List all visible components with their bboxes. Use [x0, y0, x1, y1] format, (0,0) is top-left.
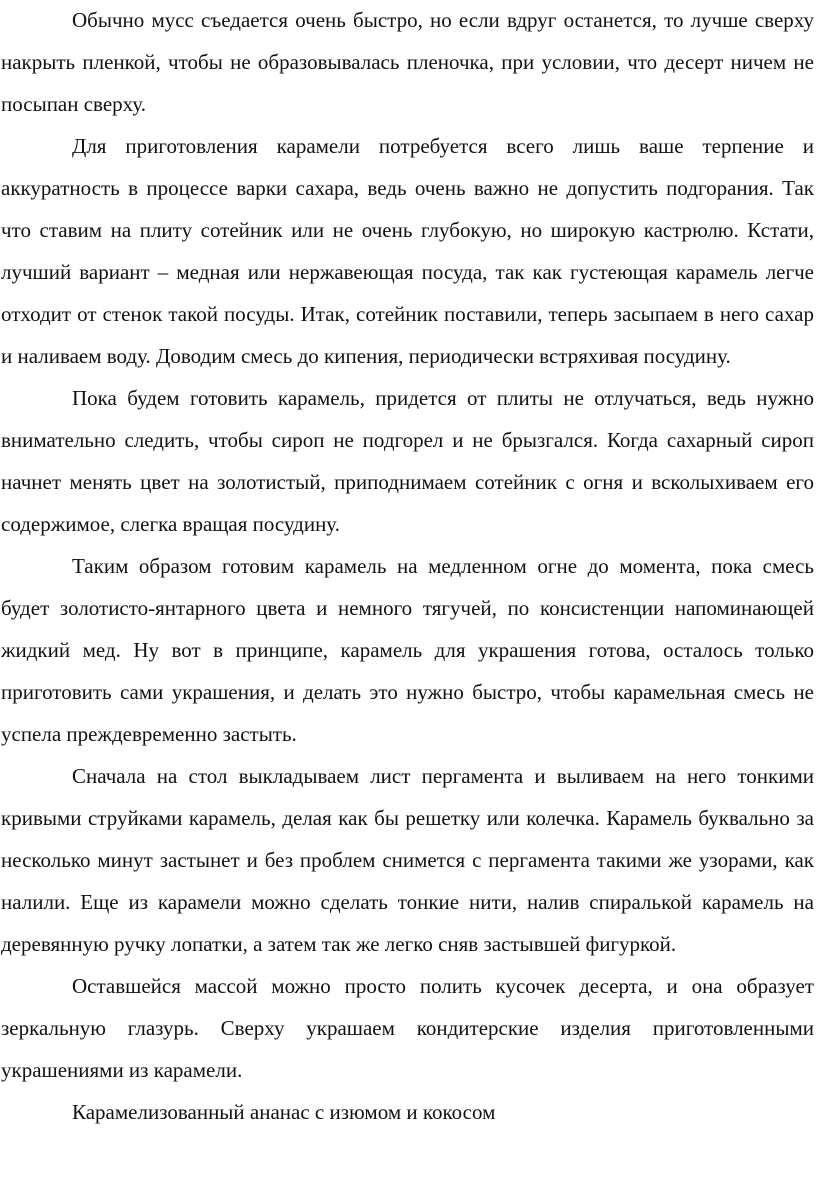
paragraph-caramel-decorations: Сначала на стол выкладываем лист пергамента и выливаем на него тонкими кривыми струйками карамель, делая как бы решетку или колечка. Карамель буквально за несколько минут застынет и без проблем снимется с пергамента такими же узорами, как налили. Еще из карамели можно сделать тонкие нити, налив спиралькой карамель на деревянную ручку лопатки, а затем так же легко сняв застывшей фигуркой.	[1, 764, 814, 956]
recipe-heading: Карамелизованный ананас с изюмом и кокосом	[72, 1100, 496, 1124]
paragraph-caramel-consistency: Таким образом готовим карамель на медленном огне до момента, пока смесь будет золотисто-янтарного цвета и немного тягучей, по консистенции напоминающей жидкий мед. Ну вот в принципе, карамель для украшения готова, осталось только приготовить сами украшения, и делать это нужно быстро, чтобы карамельная смесь не успела преждевременно застыть.	[1, 554, 814, 746]
paragraph-mousse-storage: Обычно мусс съедается очень быстро, но если вдруг останется, то лучше сверху накрыть пленкой, чтобы не образовывалась пленочка, при условии, что десерт ничем не посыпан сверху.	[1, 8, 814, 116]
paragraph-mirror-glaze: Оставшейся массой можно просто полить кусочек десерта, и она образует зеркальную глазурь. Сверху украшаем кондитерские изделия приготовленными украшениями из карамели.	[1, 974, 814, 1082]
paragraph-caramel-preparation: Для приготовления карамели потребуется всего лишь ваше терпение и аккуратность в процессе варки сахара, ведь очень важно не допустить подгорания. Так что ставим на плиту сотейник или не очень глубокую, но широкую кастрюлю. Кстати, лучший вариант – медная или нержавеющая посуда, так как густеющая карамель легче отходит от стенок такой посуды. Итак, сотейник поставили, теперь засыпаем в него сахар и наливаем воду. Доводим смесь до кипения, периодически встряхивая посудину.	[1, 134, 814, 368]
paragraph-caramel-cooking: Пока будем готовить карамель, придется от плиты не отлучаться, ведь нужно внимательно следить, чтобы сироп не подгорел и не брызгался. Когда сахарный сироп начнет менять цвет на золотистый, приподнимаем сотейник с огня и всколыхиваем его содержимое, слегка вращая посудину.	[1, 386, 814, 536]
